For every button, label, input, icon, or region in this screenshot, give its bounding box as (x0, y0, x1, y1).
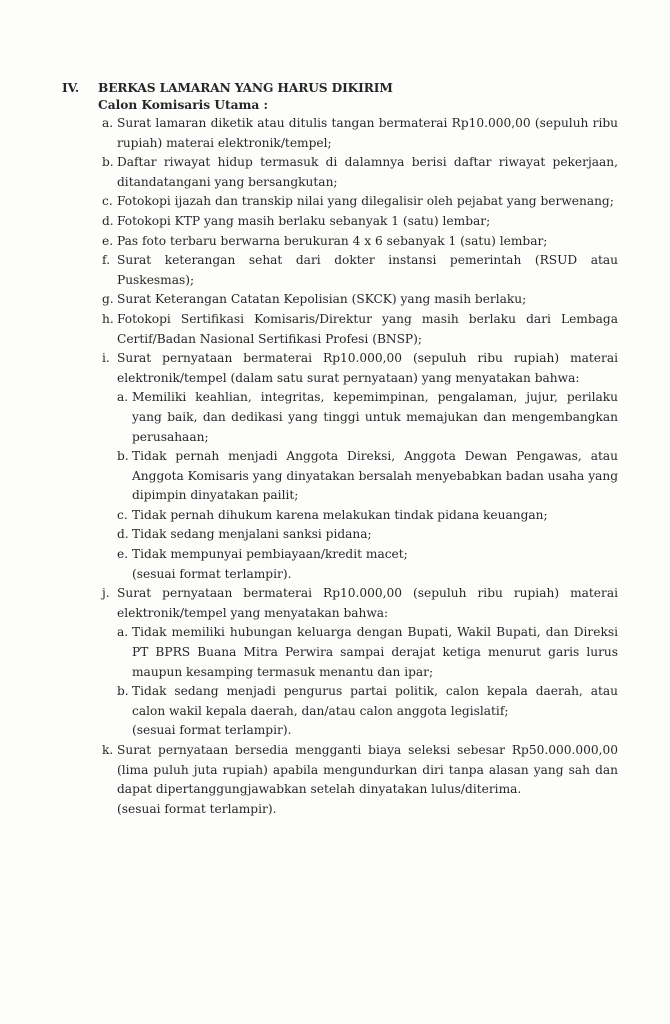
sub-item-label: a. (117, 625, 129, 640)
sub-list (117, 388, 618, 564)
item-text: Surat pernyataan bersedia mengganti biaya seleksi sebesar Rp50.000.000,00 (lima puluh juta rupiah) apabila mengundurkan diri tanpa alasan yang sah dan dapat dipertanggungjawabkan setelah dinyatakan lulus/diterima. (117, 743, 618, 797)
item-text: Fotokopi ijazah dan transkip nilai yang dilegalisir oleh pejabat yang berwenang; (117, 194, 614, 209)
requirement-item (102, 584, 618, 741)
requirement-item (102, 212, 618, 232)
requirement-item (102, 232, 618, 252)
requirement-item (102, 114, 618, 153)
sub-item-label: e. (117, 547, 129, 562)
item-label: b. (102, 155, 114, 170)
item-text: Surat lamaran diketik atau ditulis tangan bermaterai Rp10.000,00 (sepuluh ribu rupiah) materai elektronik/tempel; (117, 116, 618, 150)
requirement-item (102, 349, 618, 584)
item-label: g. (102, 292, 114, 307)
format-note: (sesuai format terlampir). (132, 723, 292, 738)
item-text: Surat pernyataan bermaterai Rp10.000,00 (sepuluh ribu rupiah) materai elektronik/tempel (dalam satu surat pernyataan) yang menyatakan bahwa: (117, 351, 618, 385)
sub-item-text: Tidak sedang menjalani sanksi pidana; (132, 527, 372, 542)
item-text: Surat keterangan sehat dari dokter instansi pemerintah (RSUD atau Puskesmas); (117, 253, 618, 287)
sub-item (117, 623, 618, 682)
sub-item (117, 506, 618, 526)
requirement-row (102, 251, 618, 290)
item-label: f. (102, 253, 110, 268)
requirement-row (102, 212, 618, 232)
requirement-row (102, 290, 618, 310)
item-text: Daftar riwayat hidup termasuk di dalamnya berisi daftar riwayat pekerjaan, ditandatangani yang bersangkutan; (117, 155, 618, 189)
requirement-row (102, 232, 618, 252)
section-iv (62, 80, 618, 819)
section-title: BERKAS LAMARAN YANG HARUS DIKIRIM (98, 81, 393, 95)
item-text: Surat Keterangan Catatan Kepolisian (SKCK) yang masih berlaku; (117, 292, 527, 307)
sub-item-text: Tidak mempunyai pembiayaan/kredit macet; (132, 547, 408, 562)
item-label: e. (102, 233, 114, 248)
format-note: (sesuai format terlampir). (132, 566, 292, 581)
requirement-row (102, 310, 618, 349)
requirement-item (102, 192, 618, 212)
sub-item (117, 388, 618, 447)
sub-item-label: d. (117, 527, 129, 542)
section-number: IV. (62, 81, 79, 95)
requirement-row (102, 192, 618, 212)
sub-item-text: Memiliki keahlian, integritas, kepemimpinan, pengalaman, jujur, perilaku yang baik, dan dedikasi yang tinggi untuk memajukan dan mengembangkan perusahaan; (132, 390, 618, 444)
item-label: c. (102, 194, 113, 209)
requirement-item (102, 290, 618, 310)
section-subtitle: Calon Komisaris Utama : (98, 98, 269, 112)
sub-item (117, 545, 618, 565)
sub-item-label: b. (117, 684, 129, 699)
item-text: Surat pernyataan bermaterai Rp10.000,00 (sepuluh ribu rupiah) materai elektronik/tempel yang menyatakan bahwa: (117, 586, 618, 620)
item-label: j. (102, 586, 110, 601)
sub-item-label: b. (117, 449, 129, 464)
requirement-row (102, 741, 618, 819)
requirement-row (102, 114, 618, 153)
sub-item-text: Tidak sedang menjadi pengurus partai politik, calon kepala daerah, atau calon wakil kepala daerah, dan/atau calon anggota legislatif; (132, 684, 618, 718)
requirement-item (102, 310, 618, 349)
sub-item (117, 525, 618, 545)
sub-item-label: c. (117, 507, 128, 522)
item-label: d. (102, 213, 114, 228)
requirement-row (102, 584, 618, 741)
section-heading (62, 80, 618, 97)
item-label: i. (102, 351, 110, 366)
format-note: (sesuai format terlampir). (117, 801, 277, 816)
sub-item (117, 447, 618, 506)
requirements-list (102, 114, 618, 819)
sub-item-label: a. (117, 390, 129, 405)
sub-list (117, 623, 618, 721)
requirement-item (102, 741, 618, 819)
requirement-row (102, 349, 618, 584)
sub-item-text: Tidak memiliki hubungan keluarga dengan Bupati, Wakil Bupati, dan Direksi PT BPRS Buana Mitra Perwira sampai derajat ketiga menurut garis lurus maupun kesamping termasuk menantu dan ipar; (132, 625, 618, 679)
requirement-row (102, 153, 618, 192)
sub-item-text: Tidak pernah menjadi Anggota Direksi, Anggota Dewan Pengawas, atau Anggota Komisaris yang dinyatakan bersalah menyebabkan badan usaha yang dipimpin dinyatakan pailit; (132, 449, 618, 503)
requirement-item (102, 153, 618, 192)
item-label: h. (102, 311, 114, 326)
sub-item (117, 682, 618, 721)
item-label: a. (102, 116, 114, 130)
item-text: Fotokopi KTP yang masih berlaku sebanyak 1 (satu) lembar; (117, 213, 491, 228)
sub-item-text: Tidak pernah dihukum karena melakukan tindak pidana keuangan; (132, 507, 548, 522)
item-label: k. (102, 743, 114, 757)
item-text: Fotokopi Sertifikasi Komisaris/Direktur yang masih berlaku dari Lembaga Certif/Badan Nasional Sertifikasi Profesi (BNSP); (117, 311, 618, 346)
requirement-item (102, 251, 618, 290)
item-text: Pas foto terbaru berwarna berukuran 4 x 6 sebanyak 1 (satu) lembar; (117, 233, 548, 248)
